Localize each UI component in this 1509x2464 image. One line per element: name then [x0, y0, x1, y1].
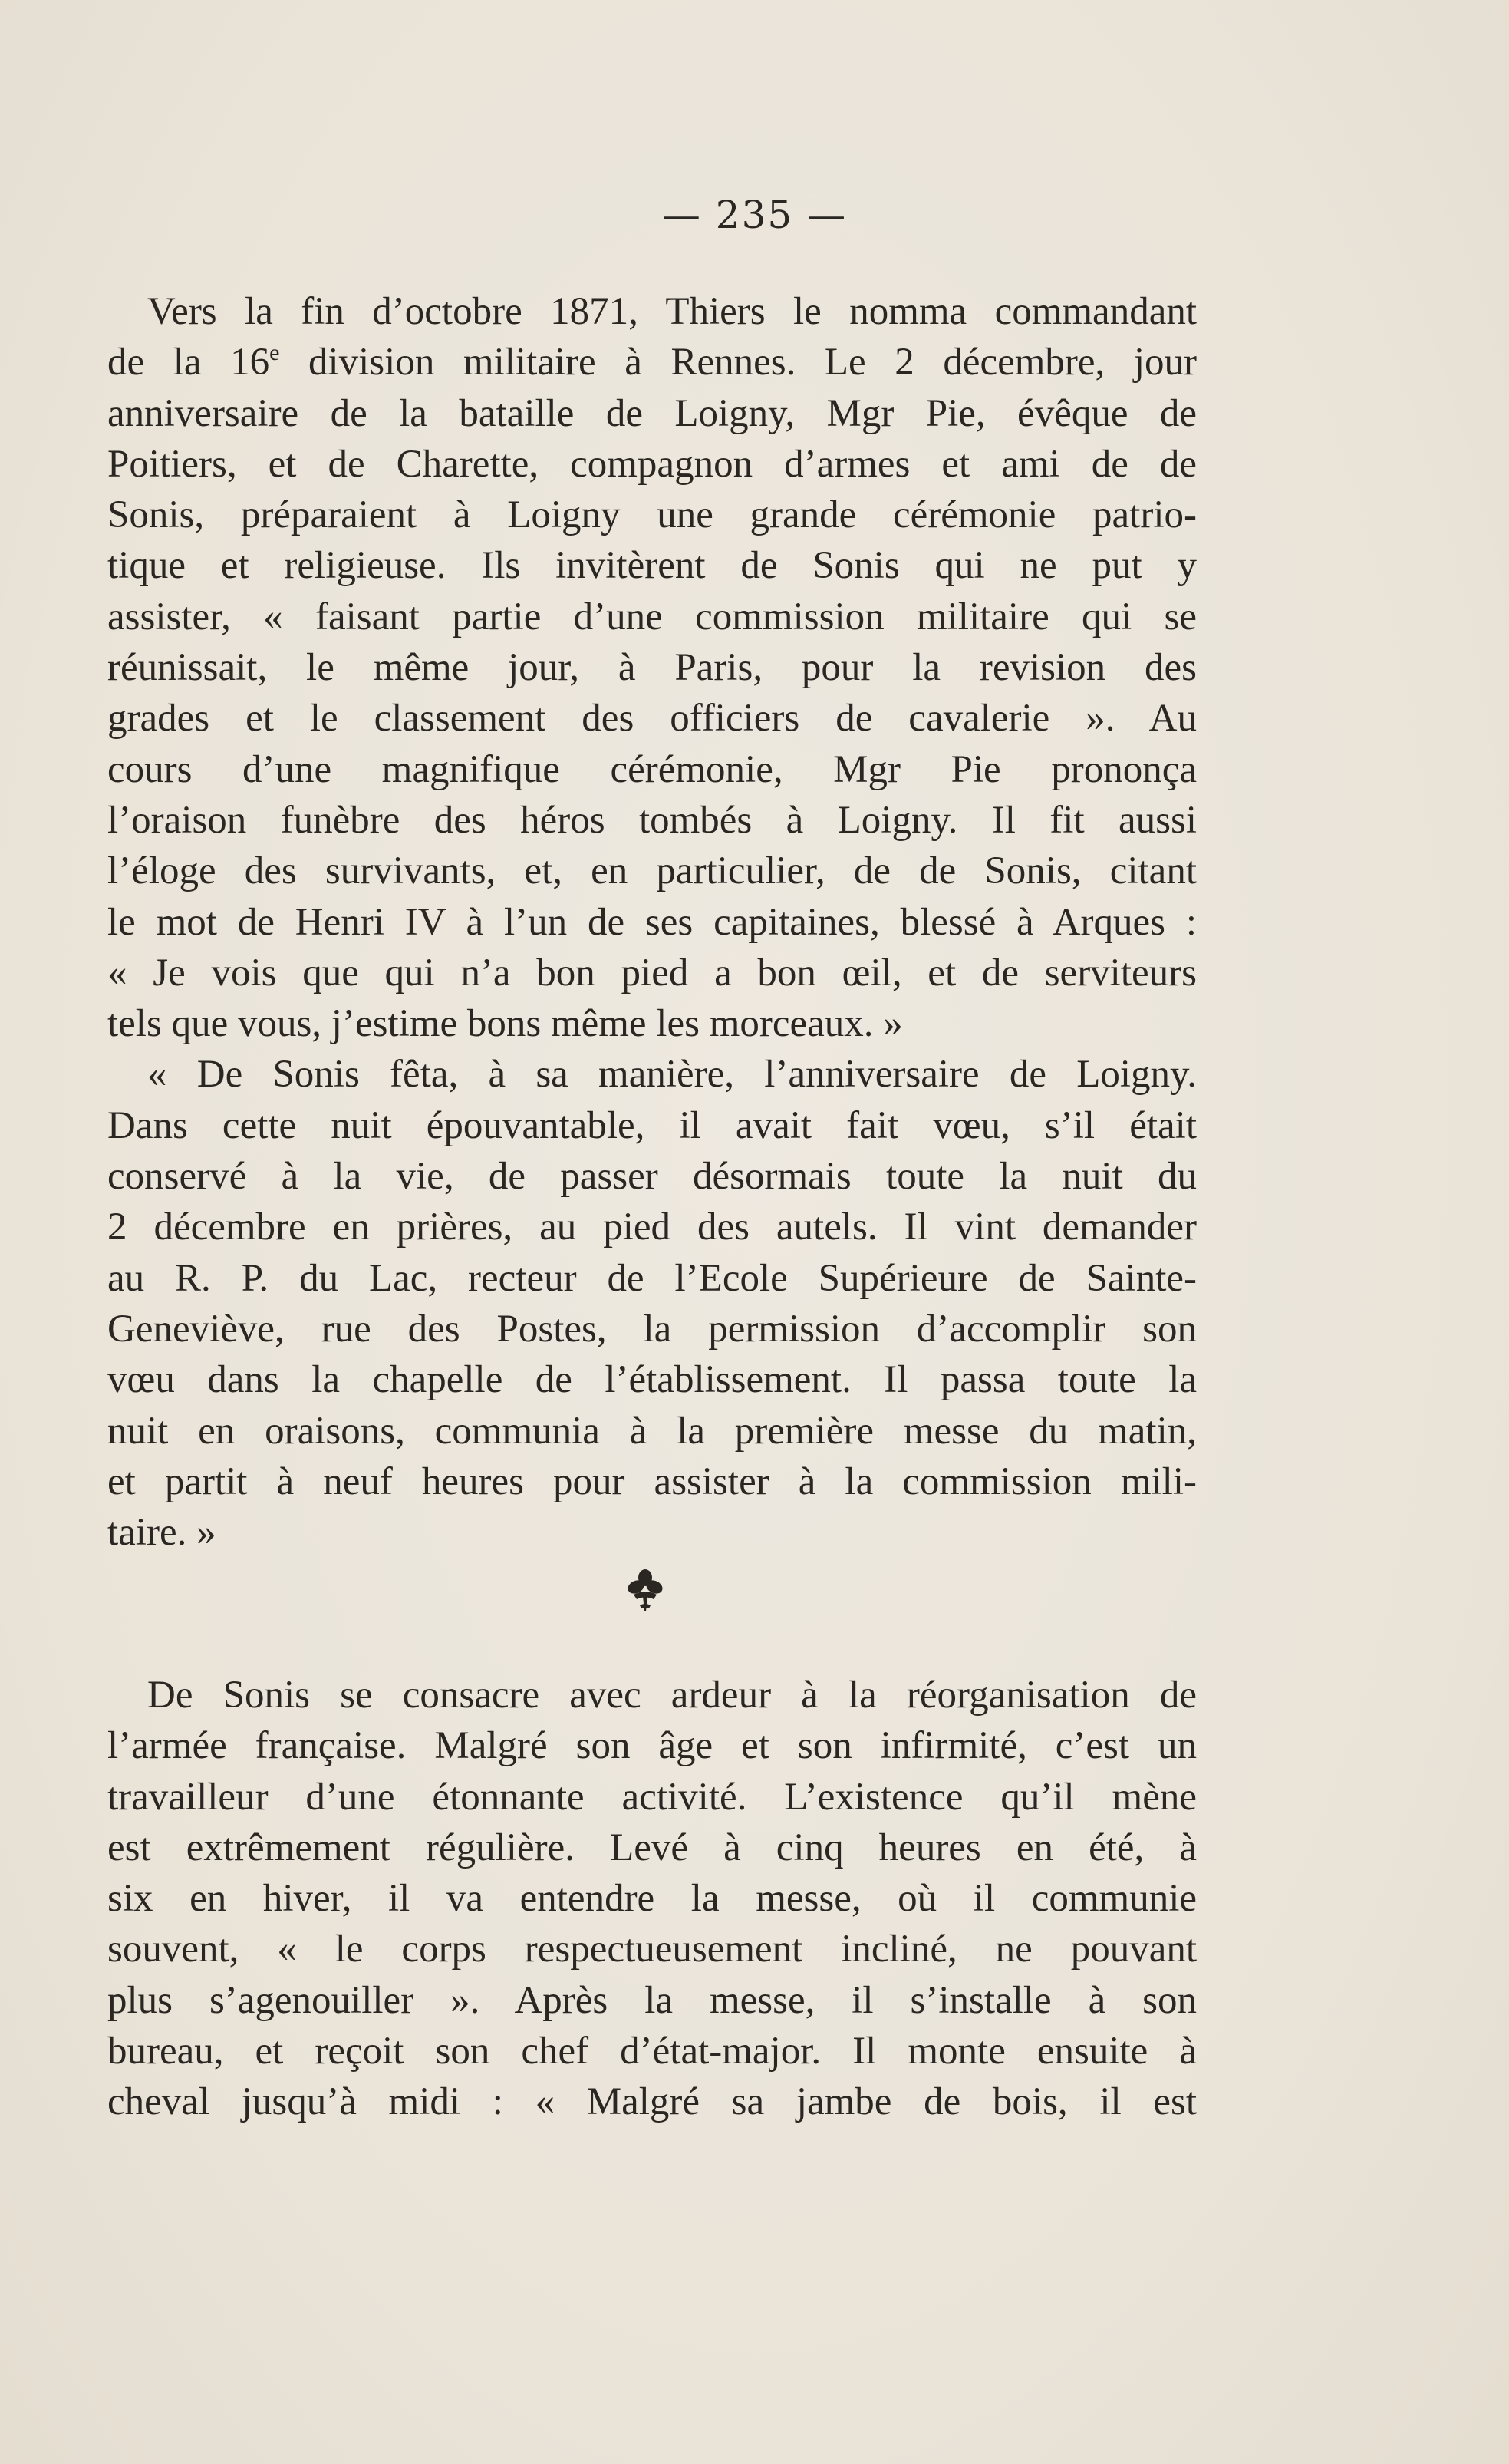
paragraph-2-line-8: nuit en oraisons, communia à la première messe du matin,	[107, 1409, 1197, 1453]
paragraph-1-line-3: anniversaire de la bataille de Loigny, Mgr Pie, évêque de	[107, 391, 1197, 435]
paragraph-1-line-7: assister, « faisant partie d’une commission militaire qui se	[107, 595, 1197, 638]
paragraph-3-line-1: De Sonis se consacre avec ardeur à la réorganisation de	[147, 1674, 1197, 1717]
paragraph-1-line-5: Sonis, préparaient à Loigny une grande cérémonie patrio-	[107, 493, 1197, 537]
paragraph-1-line-15: tels que vous, j’estime bons même les morceaux. »	[107, 1002, 903, 1046]
paragraph-1-line-10: cours d’une magnifique cérémonie, Mgr Pie prononça	[107, 747, 1197, 791]
fleur-ornament-icon	[618, 1565, 672, 1619]
paragraph-3-line-8: bureau, et reçoit son chef d’état-major. Il monte ensuite à	[107, 2030, 1197, 2073]
paragraph-1-line-2	[107, 337, 1197, 388]
page-number: — 235 —	[661, 193, 848, 237]
ordinal-line-text: de la 16e division militaire à Rennes. Le 2 décembre, jour	[107, 340, 1197, 384]
paragraph-2-line-7: vœu dans la chapelle de l’établissement. Il passa toute la	[107, 1358, 1197, 1402]
text-block-top	[107, 286, 1197, 1558]
paragraph-3-line-7: plus s’agenouiller ». Après la messe, il s’installe à son	[107, 1978, 1197, 2022]
paragraph-1-line-12: l’éloge des survivants, et, en particulier, de de Sonis, citant	[107, 849, 1197, 893]
paragraph-3-line-6: souvent, « le corps respectueusement incliné, ne pouvant	[107, 1928, 1197, 1971]
paragraph-1-line-13: le mot de Henri IV à l’un de ses capitaines, blessé à Arques :	[107, 900, 1197, 944]
paragraph-2-line-10: taire. »	[107, 1511, 216, 1555]
paragraph-1-line-11: l’oraison funèbre des héros tombés à Loigny. Il fit aussi	[107, 798, 1197, 842]
paragraph-1	[107, 286, 1197, 1049]
paragraph-2-line-9: et partit à neuf heures pour assister à la commission mili-	[107, 1460, 1197, 1503]
paragraph-2-line-2: Dans cette nuit épouvantable, il avait fait vœu, s’il était	[107, 1103, 1197, 1147]
paragraph-2-line-6: Geneviève, rue des Postes, la permission d’accomplir son	[107, 1307, 1197, 1351]
paragraph-2-line-5: au R. P. du Lac, recteur de l’Ecole Supérieure de Sainte-	[107, 1256, 1197, 1300]
paragraph-3-line-4: est extrêmement régulière. Levé à cinq heures en été, à	[107, 1826, 1197, 1869]
paragraph-1-line-6: tique et religieuse. Ils invitèrent de Sonis qui ne put y	[107, 544, 1197, 588]
paragraph-3-line-2: l’armée française. Malgré son âge et son infirmité, c’est un	[107, 1724, 1197, 1768]
paragraph-1-line-9: grades et le classement des officiers de cavalerie ». Au	[107, 697, 1197, 741]
paragraph-3-line-9: cheval jusqu’à midi : « Malgré sa jambe de bois, il est	[107, 2080, 1197, 2124]
paragraph-1-line-4: Poitiers, et de Charette, compagnon d’armes et ami de de	[107, 442, 1197, 486]
paragraph-2-line-3: conservé à la vie, de passer désormais toute la nuit du	[107, 1155, 1197, 1199]
paragraph-1-line-14: « Je vois que qui n’a bon pied a bon œil, et de serviteurs	[107, 951, 1197, 995]
paragraph-2	[107, 1049, 1197, 1558]
ordinal-suffix: e	[269, 340, 280, 366]
paragraph-1-line-8: réunissait, le même jour, à Paris, pour la revision des	[107, 646, 1197, 690]
paragraph-3-line-3: travailleur d’une étonnante activité. L’existence qu’il mène	[107, 1775, 1197, 1819]
paragraph-1-line-1: Vers la fin d’octobre 1871, Thiers le nomma commandant	[147, 290, 1197, 333]
paragraph-2-line-1: « De Sonis fêta, à sa manière, l’anniversaire de Loigny.	[147, 1053, 1197, 1097]
paragraph-3	[107, 1670, 1197, 2128]
paragraph-3-line-5: six en hiver, il va entendre la messe, où il communie	[107, 1877, 1197, 1921]
text-block-bottom	[107, 1670, 1197, 2128]
paragraph-2-line-4: 2 décembre en prières, au pied des autels. Il vint demander	[107, 1206, 1197, 1249]
